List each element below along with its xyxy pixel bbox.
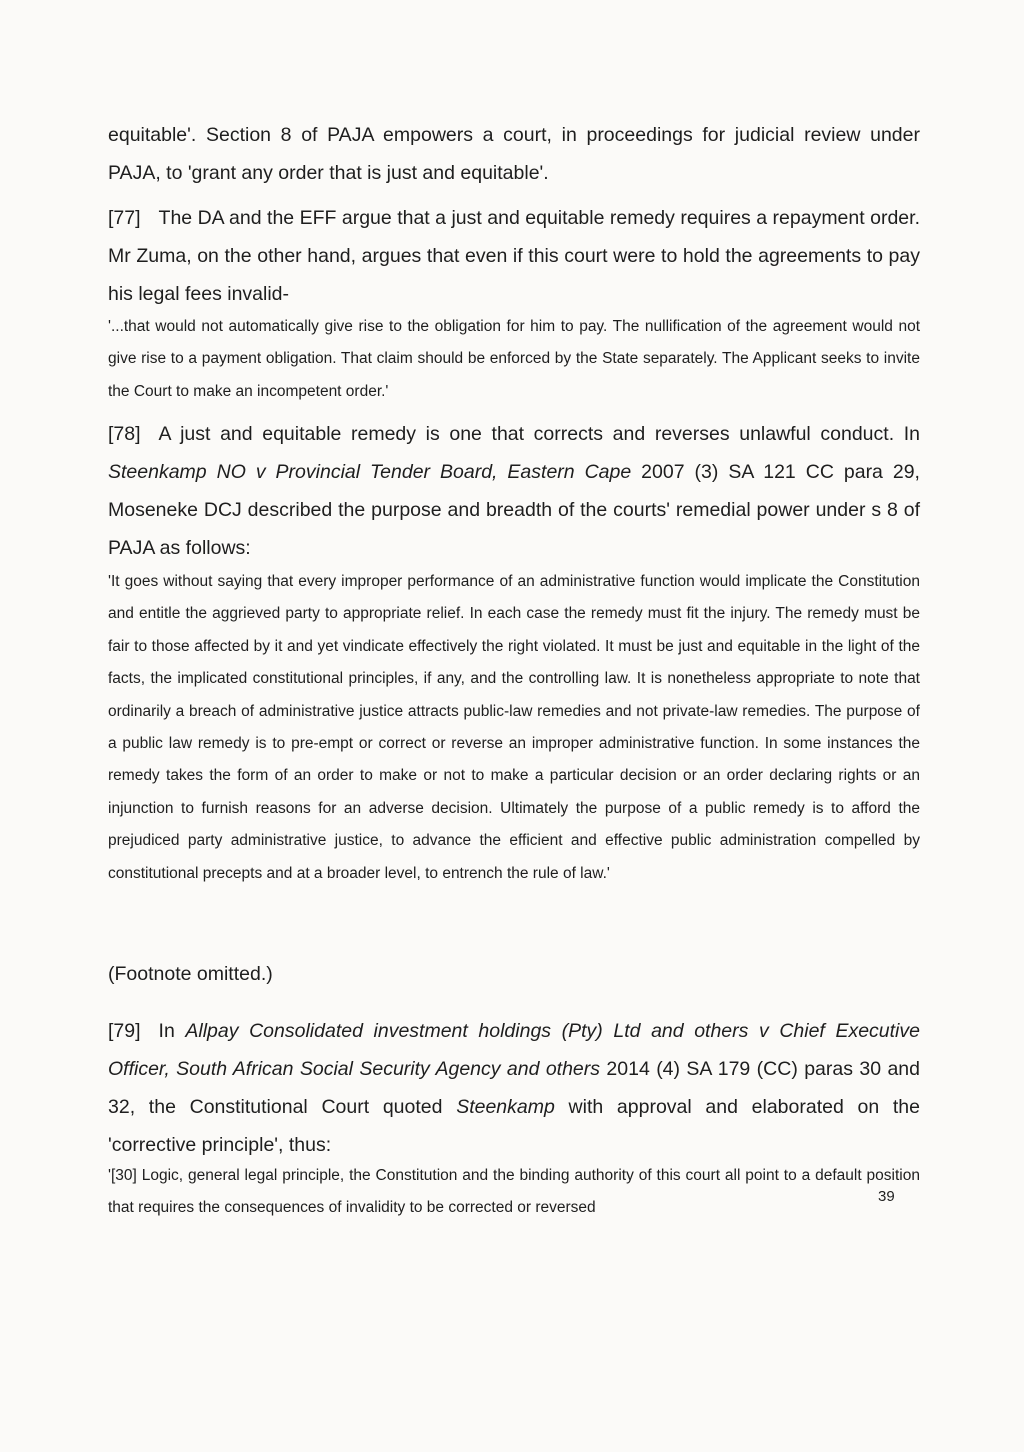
paragraph-79-case-name-2: Steenkamp [456, 1096, 555, 1118]
quote-77-text: '...that would not automatically give rise to the obligation for him to pay. The nullification of the agreement would not give rise to a payment obligation. That claim should be enforced by the State separately. The Applicant seeks to invite the Court to make an incompetent order.' [108, 318, 920, 400]
paragraph-79 [108, 1012, 920, 1164]
page-number: 39 [878, 1188, 895, 1205]
paragraph-79-text-before: In [158, 1020, 186, 1042]
paragraph-78 [108, 415, 920, 567]
paragraph-continuation-text: equitable'. Section 8 of PAJA empowers a court, in proceedings for judicial review under PAJA, to 'grant any order that is just and equitable'. [108, 124, 920, 184]
quote-77 [108, 311, 920, 408]
paragraph-78-text-after: 2007 (3) SA 121 CC para 29, Moseneke DCJ described the purpose and breadth of the courts' remedial power under s 8 of PAJA as follows: [108, 461, 920, 559]
paragraph-79-case-name: Allpay Consolidated investment holdings (Pty) Ltd and others v Chief Executive Officer, South African Social Security Agency and others [108, 1020, 920, 1080]
paragraph-continuation [108, 116, 920, 192]
footnote-note-text: (Footnote omitted.) [108, 963, 273, 985]
quote-78 [108, 566, 920, 890]
paragraph-77-text: The DA and the EFF argue that a just and equitable remedy requires a repayment order. Mr Zuma, on the other hand, argues that even if this court were to hold the agreements to pay his legal fees invalid- [108, 207, 920, 305]
quote-79 [108, 1160, 920, 1225]
quote-79-text: '[30] Logic, general legal principle, the Constitution and the binding authority of this court all point to a default position that requires the consequences of invalidity to be corrected or reversed [108, 1167, 920, 1217]
paragraph-78-number: [78] [108, 423, 141, 445]
paragraph-79-text-mid: 2014 (4) SA 179 (CC) paras 30 and 32, the Constitutional Court quoted [108, 1058, 920, 1118]
paragraph-78-text-before: A just and equitable remedy is one that corrects and reverses unlawful conduct. In [158, 423, 920, 445]
paragraph-78-case-name: Steenkamp NO v Provincial Tender Board, Eastern Cape [108, 461, 632, 483]
footnote-note [108, 955, 920, 993]
paragraph-77-number: [77] [108, 207, 141, 229]
paragraph-79-text-after: with approval and elaborated on the 'corrective principle', thus: [108, 1096, 920, 1156]
paragraph-77 [108, 199, 920, 313]
paragraph-79-number: [79] [108, 1020, 141, 1042]
quote-78-text: 'It goes without saying that every improper performance of an administrative function would implicate the Constitution and entitle the aggrieved party to appropriate relief. In each case the remedy must fit the injury. The remedy must be fair to those affected by it and yet vindicate effectively the right violated. It must be just and equitable in the light of the facts, the implicated constitutional principles, if any, and the controlling law. It is nonetheless appropriate to note that ordinarily a breach of administrative justice attracts public-law remedies and not private-law remedies. The purpose of a public law remedy is to pre-empt or correct or reverse an improper administrative function. In some instances the remedy takes the form of an order to make or not to make a particular decision or an order declaring rights or an injunction to furnish reasons for an adverse decision. Ultimately the purpose of a public remedy is to afford the prejudiced party administrative justice, to advance the efficient and effective public administration compelled by constitutional precepts and at a broader level, to entrench the rule of law.' [108, 573, 920, 882]
